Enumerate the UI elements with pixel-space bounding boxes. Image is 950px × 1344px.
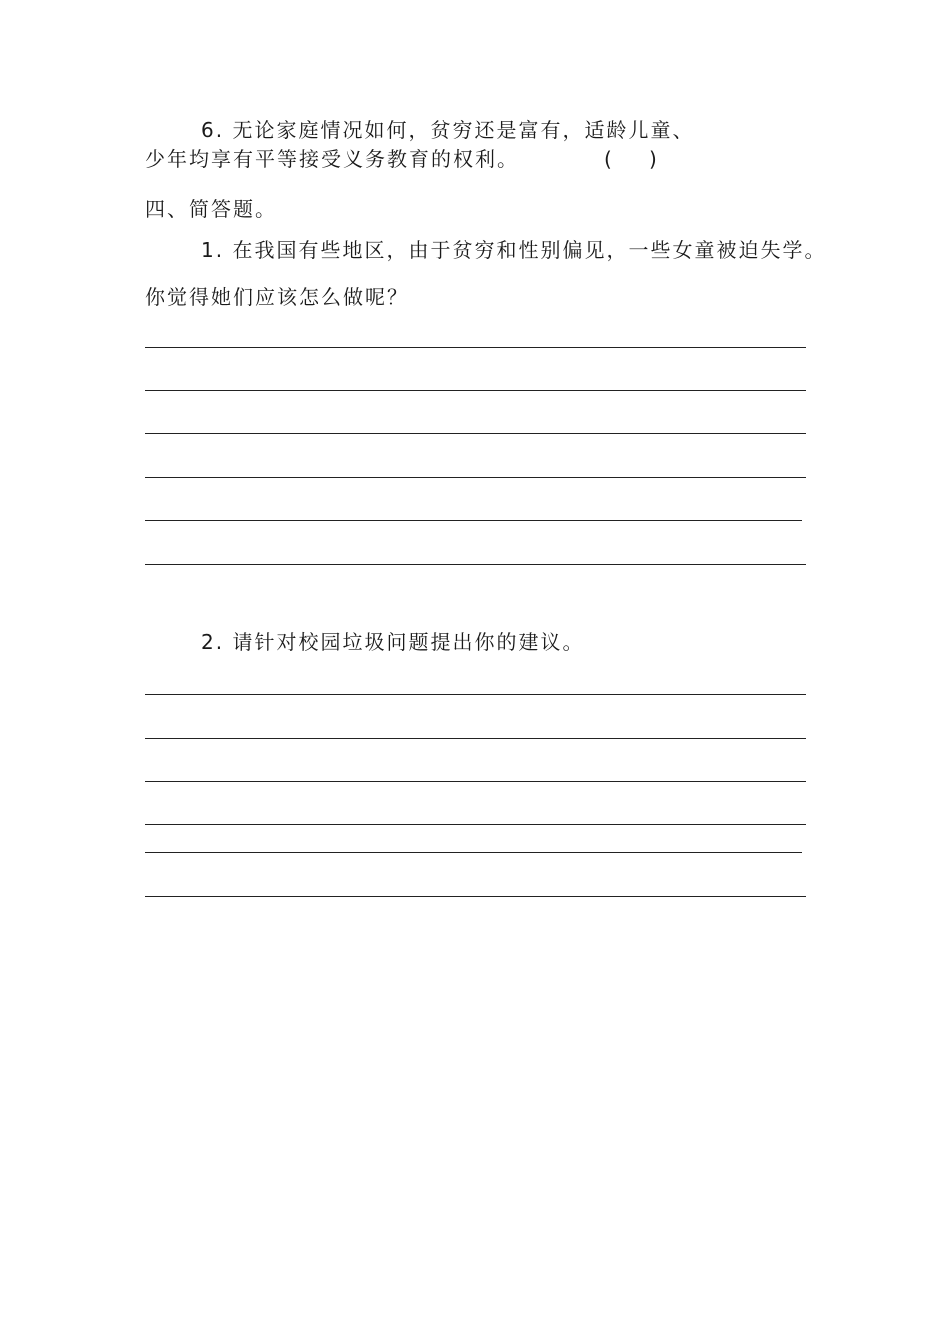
answer-line[interactable] [145,738,806,739]
answer-line[interactable] [145,433,806,434]
section-heading: 四、简答题。 [145,197,277,221]
answer-bracket-close: ) [649,147,657,171]
answer-line[interactable] [145,824,806,825]
short-answer-question-1-line-1: 1. 在我国有些地区，由于贫穷和性别偏见，一些女童被迫失学。 [201,238,827,262]
answer-line[interactable] [145,564,806,565]
answer-line[interactable] [145,347,806,348]
answer-line[interactable] [145,477,806,478]
answer-line[interactable] [145,390,806,391]
short-answer-question-1-line-2: 你觉得她们应该怎么做呢？ [145,285,409,309]
answer-blank[interactable] [616,147,648,171]
answer-line[interactable] [145,896,806,897]
question-6-line-2: 少年均享有平等接受义务教育的权利。 [145,147,519,171]
answer-line[interactable] [145,520,802,521]
answer-line[interactable] [145,694,806,695]
answer-line[interactable] [145,781,806,782]
question-6-line-1: 6. 无论家庭情况如何，贫穷还是富有，适龄儿童、 [201,118,695,142]
short-answer-question-2: 2. 请针对校园垃圾问题提出你的建议。 [201,630,585,654]
answer-line[interactable] [145,852,802,853]
answer-bracket-open: ( [604,147,612,171]
